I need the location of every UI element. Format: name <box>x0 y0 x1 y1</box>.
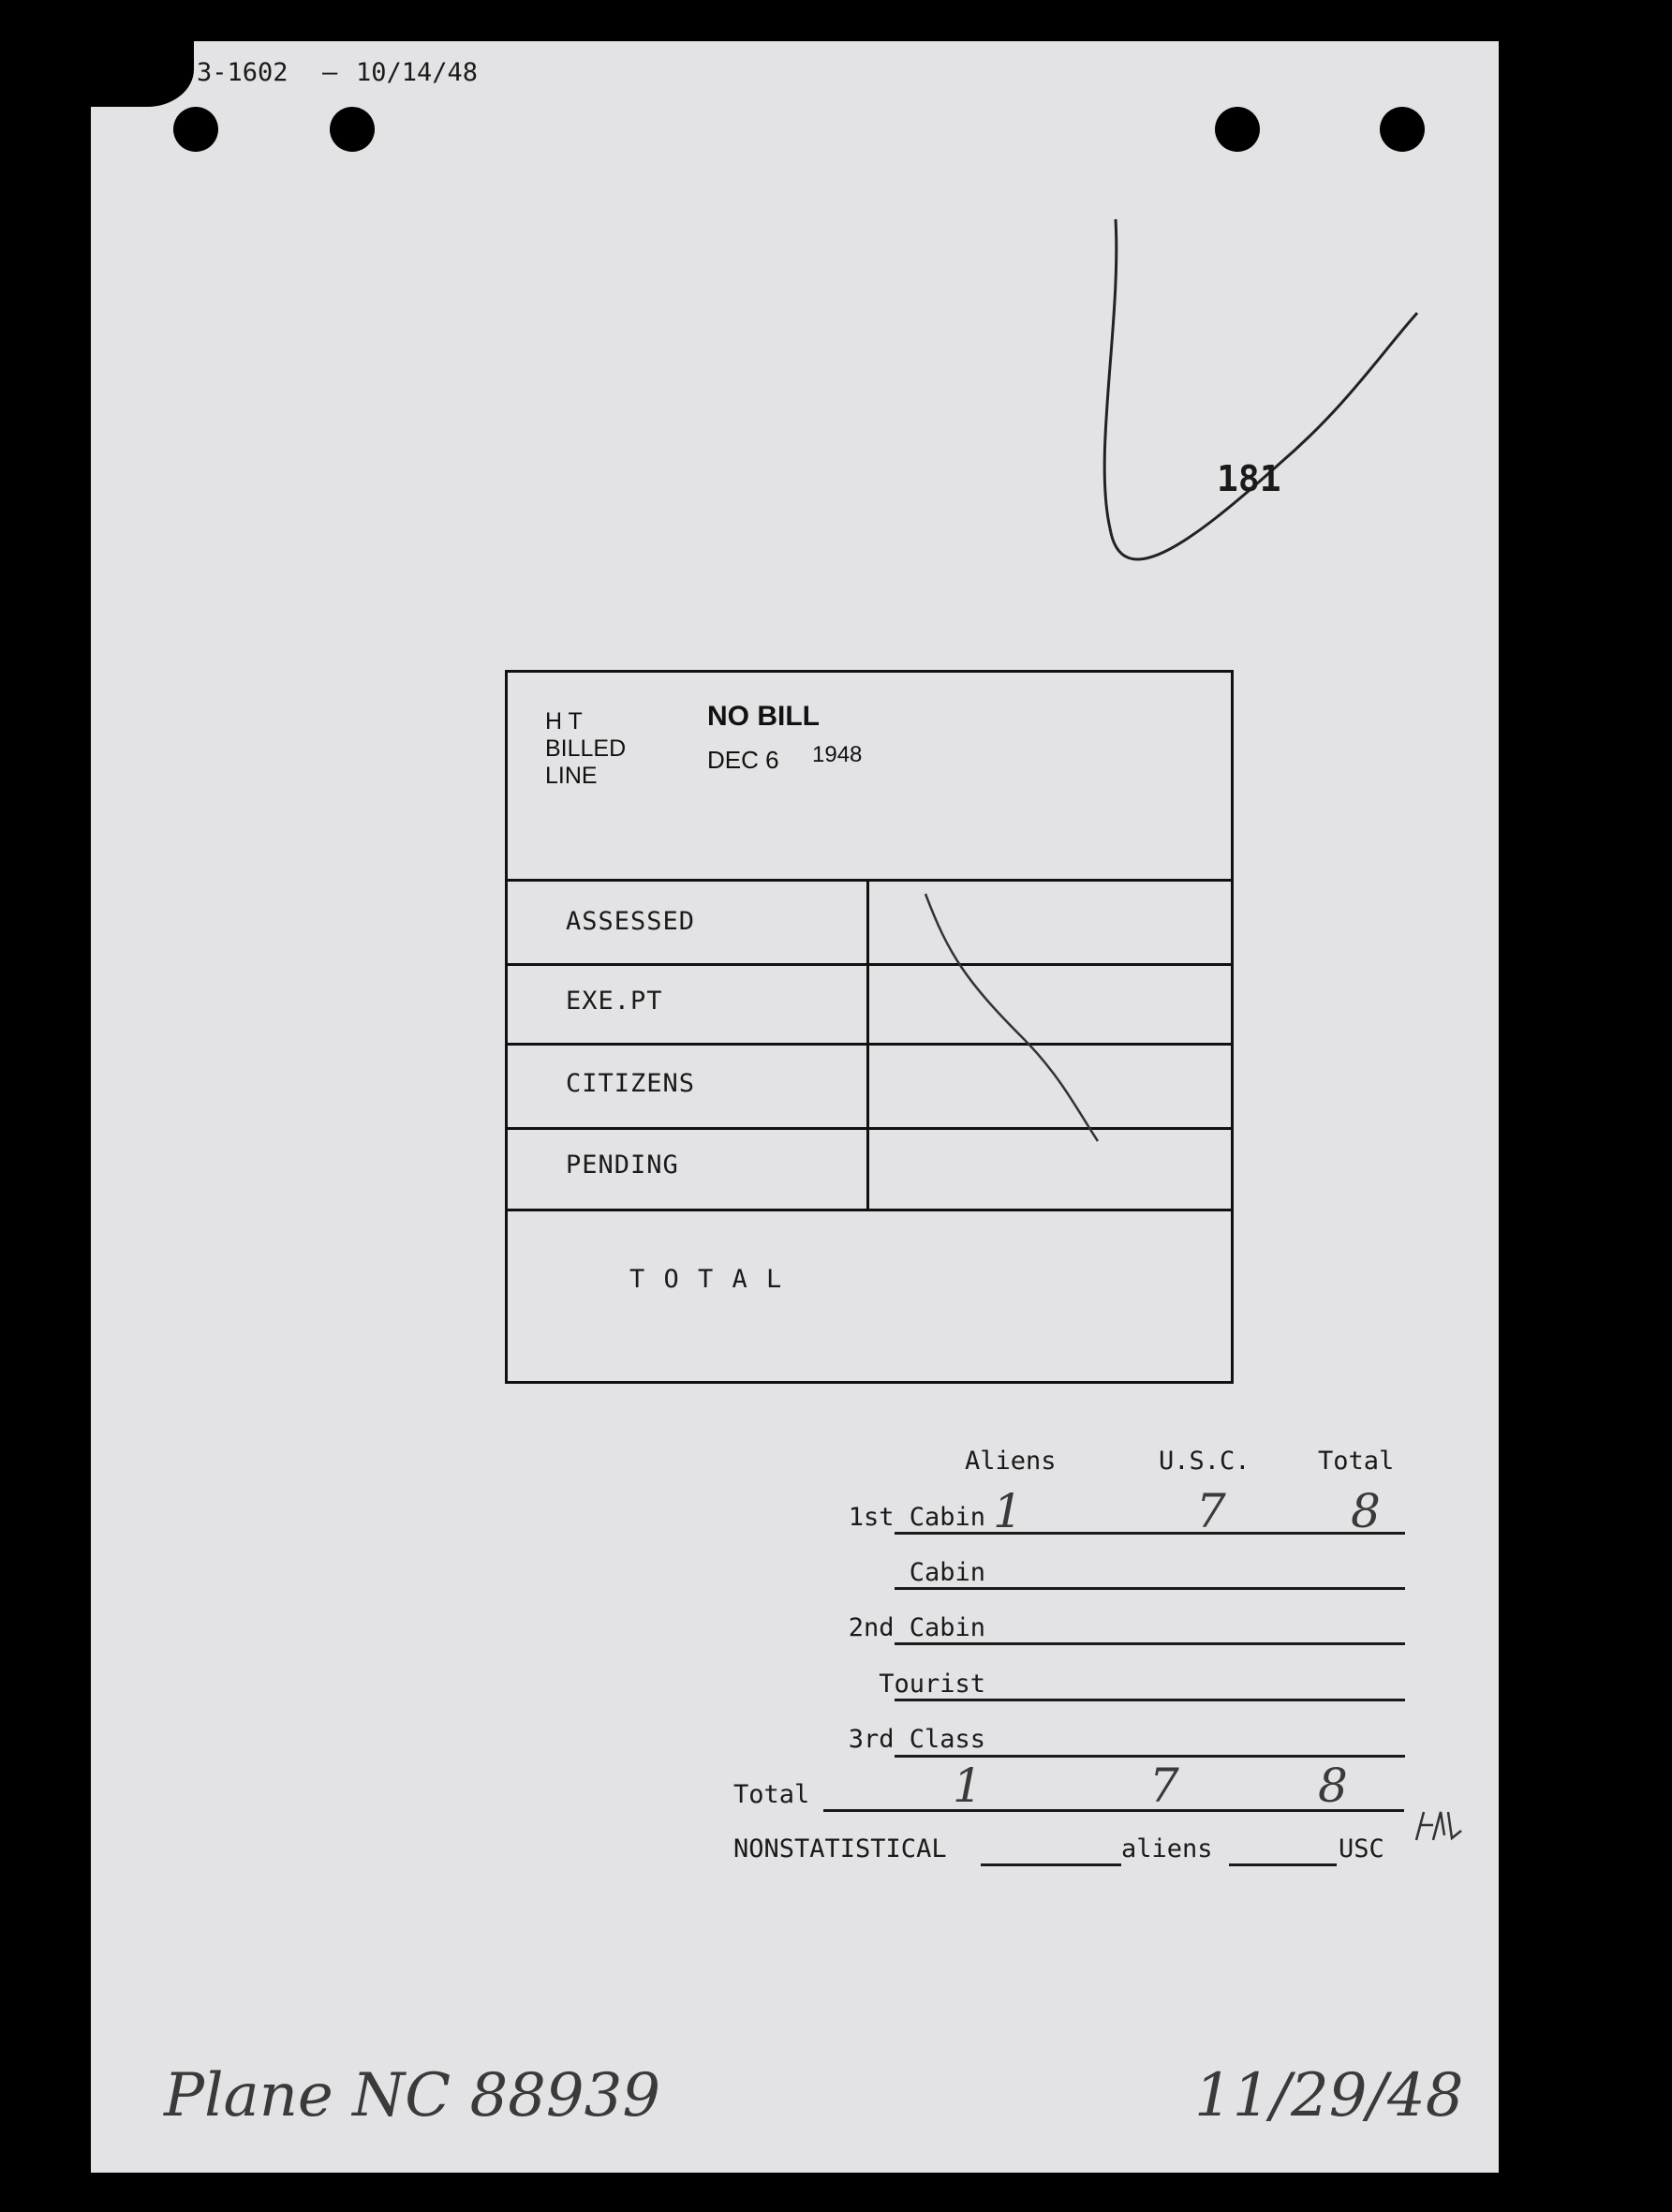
tally-underline <box>823 1809 1404 1812</box>
header-separator: — <box>322 58 338 87</box>
handwritten-date: 11/29/48 <box>1194 2061 1464 2130</box>
tally-underline <box>895 1699 1405 1701</box>
punch-hole-1 <box>173 107 218 152</box>
tally-row-label: Total <box>733 1780 810 1809</box>
tally-row-label: Cabin <box>909 1558 985 1587</box>
tally-aliens-value: 1 <box>993 1484 1023 1538</box>
stamp-date: DEC 6 <box>707 746 779 774</box>
checkmark-icon <box>1084 210 1421 622</box>
handwritten-plane-number: Plane NC 88939 <box>164 2061 661 2130</box>
tally-row-label: 3rd Class <box>848 1725 985 1754</box>
stamp-divider <box>508 1209 1231 1211</box>
form-number: 3-1602 <box>197 58 289 87</box>
tally-row-label: 2nd Cabin <box>848 1613 985 1642</box>
stamp-row-pending: PENDING <box>566 1151 679 1180</box>
stamp-column-divider <box>866 879 869 1209</box>
tally-total-value: 8 <box>1318 1759 1348 1813</box>
tally-underline <box>895 1532 1405 1535</box>
tally-underline <box>1229 1863 1337 1866</box>
punch-hole-2 <box>330 107 375 152</box>
stamp-divider <box>508 879 1231 882</box>
initials-mark <box>1407 1793 1472 1849</box>
stamp-row-exempt: EXE.PT <box>566 987 663 1016</box>
stamp-label-ht: H T <box>545 708 583 735</box>
punch-hole-4 <box>1380 107 1425 152</box>
tally-underline <box>895 1755 1405 1758</box>
tally-total-value: 8 <box>1351 1484 1381 1538</box>
tally-underline <box>981 1863 1121 1866</box>
stamp-row-citizens: CITIZENS <box>566 1069 696 1098</box>
no-bill-stamp: NO BILL <box>707 701 820 732</box>
cross-out-stroke <box>920 888 1126 1151</box>
tally-usc-value: 7 <box>1196 1484 1226 1538</box>
col-header-total: Total <box>1318 1447 1395 1476</box>
stamp-row-assessed: ASSESSED <box>566 907 696 936</box>
stamp-total-label: T O T A L <box>629 1265 784 1294</box>
tally-aliens-value: 1 <box>953 1759 983 1813</box>
torn-corner <box>91 41 194 107</box>
stamp-labels <box>545 708 626 790</box>
punch-hole-3 <box>1215 107 1260 152</box>
header-date: 10/14/48 <box>356 58 479 87</box>
nonstatistical-usc-label: USC <box>1339 1834 1384 1863</box>
col-header-usc: U.S.C. <box>1159 1447 1250 1476</box>
tally-usc-value: 7 <box>1149 1759 1179 1813</box>
page-number: 181 <box>1217 458 1281 499</box>
tally-row-label: 1st Cabin <box>848 1503 985 1532</box>
billing-stamp-box <box>505 670 1234 1384</box>
stamp-label-billed: BILLED <box>545 735 627 762</box>
tally-underline <box>895 1587 1405 1590</box>
nonstatistical-label: NONSTATISTICAL <box>733 1834 947 1863</box>
document-page <box>91 41 1499 2173</box>
tally-underline <box>895 1642 1405 1645</box>
col-header-aliens: Aliens <box>965 1447 1057 1476</box>
stamp-label-line: LINE <box>545 763 598 789</box>
stamp-year: 1948 <box>812 742 863 767</box>
tally-row-label: Tourist <box>879 1670 985 1699</box>
nonstatistical-aliens-label: aliens <box>1121 1834 1213 1863</box>
